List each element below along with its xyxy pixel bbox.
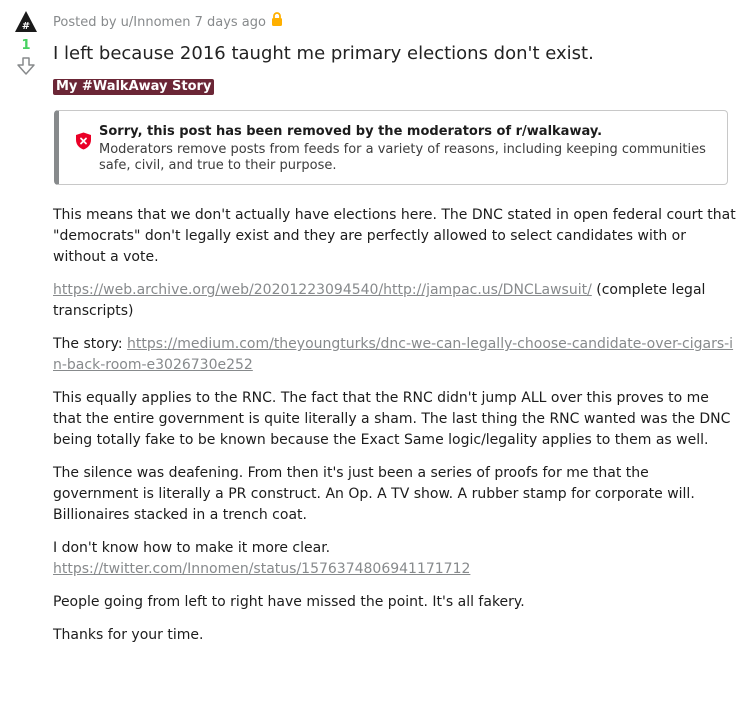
- medium-link[interactable]: https://medium.com/theyoungturks/dnc-we-can-legally-choose-candidate-over-cigars-in-back-room-e3026730e252: [53, 336, 734, 373]
- vote-column: [10, 10, 42, 76]
- story-prefix: The story:: [53, 336, 128, 352]
- notice-text: Moderators remove posts from feeds for a variety of reasons, including keeping communities safe, civil, and true to their purpose.: [99, 142, 706, 173]
- post: [53, 12, 743, 658]
- archive-link-note: (complete legal transcripts): [53, 282, 706, 319]
- lock-icon: [271, 12, 283, 33]
- subreddit-icon[interactable]: [14, 10, 38, 34]
- body-paragraph-4: This equally applies to the RNC. The fact that the RNC didn't jump ALL over this proves to me that the entire government is quite literally a sham. The last thing the RNC wanted was the DNC being totally fake to be known because the Exact Same logic/legality applies to them as well.: [53, 390, 731, 448]
- shield-x-icon: [75, 132, 92, 150]
- body-paragraph-7: People going from left to right have missed the point. It's all fakery.: [53, 594, 525, 610]
- post-body: [53, 205, 738, 646]
- body-paragraph-6: [53, 538, 738, 580]
- body-paragraph-8: Thanks for your time.: [53, 627, 204, 643]
- body-paragraph-1: This means that we don't actually have elections here. The DNC stated in open federal court that "democrats" don't legally exist and they are perfectly allowed to select candidates with or without a vote.: [53, 207, 736, 265]
- body-paragraph-5: The silence was deafening. From then it's just been a series of proofs for me that the government is literally a PR construct. An Op. A TV show. A rubber stamp for corporate will. Billionaires stacked in a trench coat.: [53, 465, 695, 523]
- post-title[interactable]: I left because 2016 taught me primary elections don't exist.: [53, 43, 594, 64]
- clarity-text: I don't know how to make it more clear.: [53, 540, 331, 556]
- post-meta-text: Posted by u/Innomen 7 days ago: [53, 14, 266, 30]
- twitter-link[interactable]: https://twitter.com/Innomen/status/1576374806941171712: [53, 561, 471, 577]
- notice-heading: Sorry, this post has been removed by the moderators of r/walkaway.: [99, 124, 603, 139]
- svg-text:#: #: [21, 21, 31, 32]
- post-meta: [53, 12, 743, 33]
- vote-score: 1: [21, 38, 31, 53]
- removal-notice: [54, 110, 728, 185]
- body-paragraph-2: [53, 280, 738, 322]
- body-paragraph-3: [53, 334, 738, 376]
- archive-link[interactable]: https://web.archive.org/web/20201223094540/http://jampac.us/DNCLawsuit/: [53, 282, 592, 298]
- post-flair[interactable]: My #WalkAway Story: [53, 79, 214, 95]
- downvote-arrow-icon[interactable]: [16, 56, 36, 76]
